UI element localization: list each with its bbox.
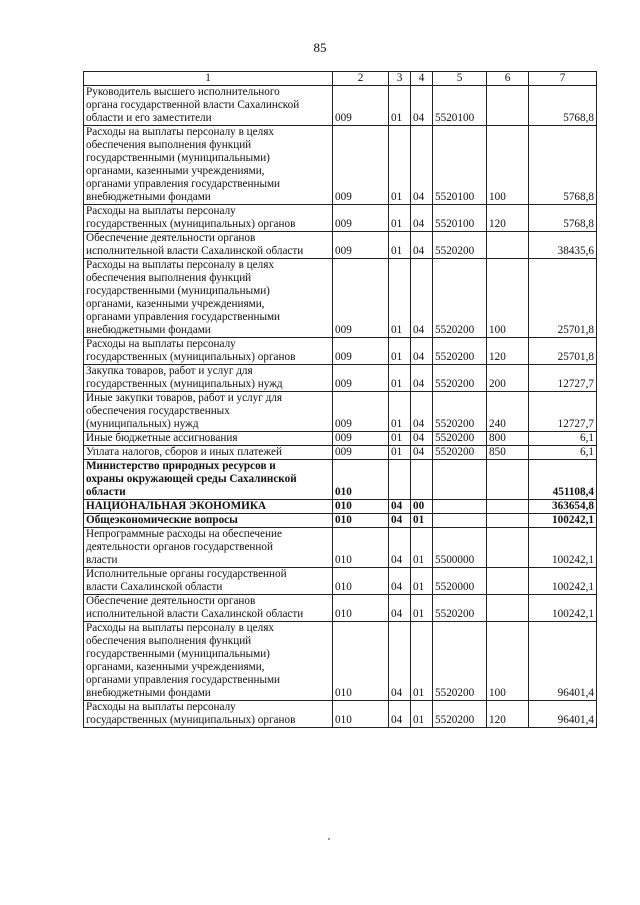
cell-target: 5520200 — [433, 365, 487, 392]
table-row — [84, 86, 597, 126]
cell-subsection: 01 — [411, 568, 433, 595]
cell-amount: 96401,4 — [529, 622, 597, 701]
cell-subsection: 04 — [411, 86, 433, 126]
cell-name: НАЦИОНАЛЬНАЯ ЭКОНОМИКА — [84, 500, 333, 514]
cell-subsection: 01 — [411, 595, 433, 622]
cell-name: Общеэкономические вопросы — [84, 514, 333, 528]
cell-subsection — [411, 460, 433, 500]
cell-ministry: 010 — [333, 595, 389, 622]
col-header-ministry: 2 — [333, 72, 389, 86]
table-row — [84, 232, 597, 259]
cell-amount: 6,1 — [529, 432, 597, 446]
cell-ministry: 009 — [333, 446, 389, 460]
cell-target: 5520100 — [433, 86, 487, 126]
cell-section: 01 — [389, 232, 411, 259]
cell-expense: 100 — [487, 622, 529, 701]
cell-amount: 100242,1 — [529, 514, 597, 528]
cell-expense — [487, 232, 529, 259]
cell-expense: 100 — [487, 126, 529, 205]
cell-amount: 12727,7 — [529, 392, 597, 432]
cell-name: Расходы на выплаты персоналу в целях обеспечения выполнения функций государственными (муниципальными) органами, казенными учреждениями, органами управления государственными внебюджетными фондами — [84, 259, 333, 338]
cell-subsection: 04 — [411, 432, 433, 446]
cell-name: Исполнительные органы государственной власти Сахалинской области — [84, 568, 333, 595]
cell-amount: 12727,7 — [529, 365, 597, 392]
cell-ministry: 009 — [333, 205, 389, 232]
table-row — [84, 500, 597, 514]
cell-ministry: 010 — [333, 701, 389, 728]
cell-ministry: 009 — [333, 259, 389, 338]
cell-subsection: 04 — [411, 126, 433, 205]
cell-subsection: 01 — [411, 514, 433, 528]
cell-section: 04 — [389, 528, 411, 568]
cell-name: Расходы на выплаты персоналу в целях обеспечения выполнения функций государственными (муниципальными) органами, казенными учреждениями, органами управления государственными внебюджетными фондами — [84, 126, 333, 205]
cell-amount: 5768,8 — [529, 126, 597, 205]
cell-target: 5520200 — [433, 338, 487, 365]
table-row — [84, 259, 597, 338]
cell-ministry: 009 — [333, 126, 389, 205]
cell-expense — [487, 595, 529, 622]
scan-speck — [328, 838, 330, 840]
cell-amount: 363654,8 — [529, 500, 597, 514]
page-number: 85 — [313, 40, 327, 55]
cell-name: Расходы на выплаты персоналу государственных (муниципальных) органов — [84, 205, 333, 232]
table-row — [84, 338, 597, 365]
cell-expense — [487, 460, 529, 500]
cell-target — [433, 460, 487, 500]
cell-section: 01 — [389, 205, 411, 232]
cell-subsection: 04 — [411, 392, 433, 432]
col-header-section: 3 — [389, 72, 411, 86]
cell-section: 01 — [389, 338, 411, 365]
cell-expense — [487, 86, 529, 126]
cell-section: 04 — [389, 595, 411, 622]
table-row — [84, 528, 597, 568]
cell-subsection: 04 — [411, 259, 433, 338]
cell-amount: 6,1 — [529, 446, 597, 460]
cell-target — [433, 500, 487, 514]
cell-amount: 451108,4 — [529, 460, 597, 500]
cell-expense: 200 — [487, 365, 529, 392]
cell-expense — [487, 528, 529, 568]
cell-name: Иные закупки товаров, работ и услуг для обеспечения государственных (муниципальных) нужд — [84, 392, 333, 432]
col-header-name: 1 — [84, 72, 333, 86]
cell-expense — [487, 568, 529, 595]
cell-target: 5520200 — [433, 232, 487, 259]
cell-amount: 25701,8 — [529, 259, 597, 338]
cell-target: 5520200 — [433, 446, 487, 460]
table-row — [84, 514, 597, 528]
cell-name: Расходы на выплаты персоналу государственных (муниципальных) органов — [84, 701, 333, 728]
cell-expense: 850 — [487, 446, 529, 460]
cell-amount: 5768,8 — [529, 86, 597, 126]
cell-name: Иные бюджетные ассигнования — [84, 432, 333, 446]
cell-target: 5520200 — [433, 432, 487, 446]
cell-ministry: 010 — [333, 500, 389, 514]
table-row — [84, 365, 597, 392]
col-header-expense: 6 — [487, 72, 529, 86]
cell-amount: 100242,1 — [529, 568, 597, 595]
table-row — [84, 432, 597, 446]
cell-target — [433, 514, 487, 528]
cell-target: 5520100 — [433, 126, 487, 205]
cell-expense: 120 — [487, 205, 529, 232]
budget-table — [83, 71, 597, 728]
cell-name: Уплата налогов, сборов и иных платежей — [84, 446, 333, 460]
cell-section: 04 — [389, 622, 411, 701]
cell-ministry: 009 — [333, 338, 389, 365]
cell-subsection: 01 — [411, 701, 433, 728]
cell-target: 5520200 — [433, 392, 487, 432]
table-row — [84, 205, 597, 232]
cell-subsection: 04 — [411, 446, 433, 460]
cell-ministry: 010 — [333, 460, 389, 500]
cell-expense: 100 — [487, 259, 529, 338]
cell-name: Обеспечение деятельности органов исполнительной власти Сахалинской области — [84, 595, 333, 622]
cell-section: 01 — [389, 86, 411, 126]
cell-target: 5520200 — [433, 259, 487, 338]
cell-section — [389, 460, 411, 500]
table-row — [84, 595, 597, 622]
cell-name: Непрограммные расходы на обеспечение деятельности органов государственной власти — [84, 528, 333, 568]
cell-ministry: 009 — [333, 392, 389, 432]
cell-section: 04 — [389, 568, 411, 595]
cell-ministry: 010 — [333, 528, 389, 568]
cell-section: 01 — [389, 432, 411, 446]
cell-amount: 25701,8 — [529, 338, 597, 365]
cell-expense: 120 — [487, 701, 529, 728]
cell-name: Министерство природных ресурсов и охраны окружающей среды Сахалинской области — [84, 460, 333, 500]
col-header-amount: 7 — [529, 72, 597, 86]
cell-subsection: 04 — [411, 232, 433, 259]
cell-subsection: 01 — [411, 528, 433, 568]
col-header-subsection: 4 — [411, 72, 433, 86]
header-row — [84, 72, 597, 86]
cell-ministry: 010 — [333, 622, 389, 701]
cell-subsection: 04 — [411, 365, 433, 392]
cell-amount: 38435,6 — [529, 232, 597, 259]
cell-target: 5520000 — [433, 568, 487, 595]
cell-subsection: 00 — [411, 500, 433, 514]
cell-expense — [487, 514, 529, 528]
cell-target: 5520200 — [433, 701, 487, 728]
cell-section: 01 — [389, 365, 411, 392]
cell-ministry: 009 — [333, 432, 389, 446]
cell-expense: 120 — [487, 338, 529, 365]
cell-ministry: 009 — [333, 86, 389, 126]
cell-target: 5520100 — [433, 205, 487, 232]
cell-subsection: 04 — [411, 338, 433, 365]
cell-target: 5520200 — [433, 622, 487, 701]
table-row — [84, 446, 597, 460]
cell-amount: 100242,1 — [529, 595, 597, 622]
table-row — [84, 460, 597, 500]
cell-expense: 240 — [487, 392, 529, 432]
cell-subsection: 01 — [411, 622, 433, 701]
cell-section: 01 — [389, 126, 411, 205]
cell-name: Расходы на выплаты персоналу в целях обеспечения выполнения функций государственными (муниципальными) органами, казенными учреждениями, органами управления государственными внебюджетными фондами — [84, 622, 333, 701]
cell-expense: 800 — [487, 432, 529, 446]
table-row — [84, 568, 597, 595]
cell-ministry: 009 — [333, 365, 389, 392]
table-row — [84, 392, 597, 432]
table-row — [84, 126, 597, 205]
cell-section: 01 — [389, 259, 411, 338]
cell-section: 04 — [389, 500, 411, 514]
table-row — [84, 622, 597, 701]
cell-section: 04 — [389, 701, 411, 728]
cell-target: 5520200 — [433, 595, 487, 622]
cell-subsection: 04 — [411, 205, 433, 232]
cell-section: 01 — [389, 446, 411, 460]
cell-name: Закупка товаров, работ и услуг для государственных (муниципальных) нужд — [84, 365, 333, 392]
cell-expense — [487, 500, 529, 514]
cell-section: 01 — [389, 392, 411, 432]
cell-name: Расходы на выплаты персоналу государственных (муниципальных) органов — [84, 338, 333, 365]
cell-amount: 5768,8 — [529, 205, 597, 232]
cell-amount: 100242,1 — [529, 528, 597, 568]
cell-ministry: 010 — [333, 514, 389, 528]
table-row — [84, 701, 597, 728]
cell-amount: 96401,4 — [529, 701, 597, 728]
cell-ministry: 009 — [333, 232, 389, 259]
col-header-target: 5 — [433, 72, 487, 86]
cell-section: 04 — [389, 514, 411, 528]
cell-name: Руководитель высшего исполнительного органа государственной власти Сахалинской области и его заместители — [84, 86, 333, 126]
cell-name: Обеспечение деятельности органов исполнительной власти Сахалинской области — [84, 232, 333, 259]
cell-ministry: 010 — [333, 568, 389, 595]
cell-target: 5500000 — [433, 528, 487, 568]
